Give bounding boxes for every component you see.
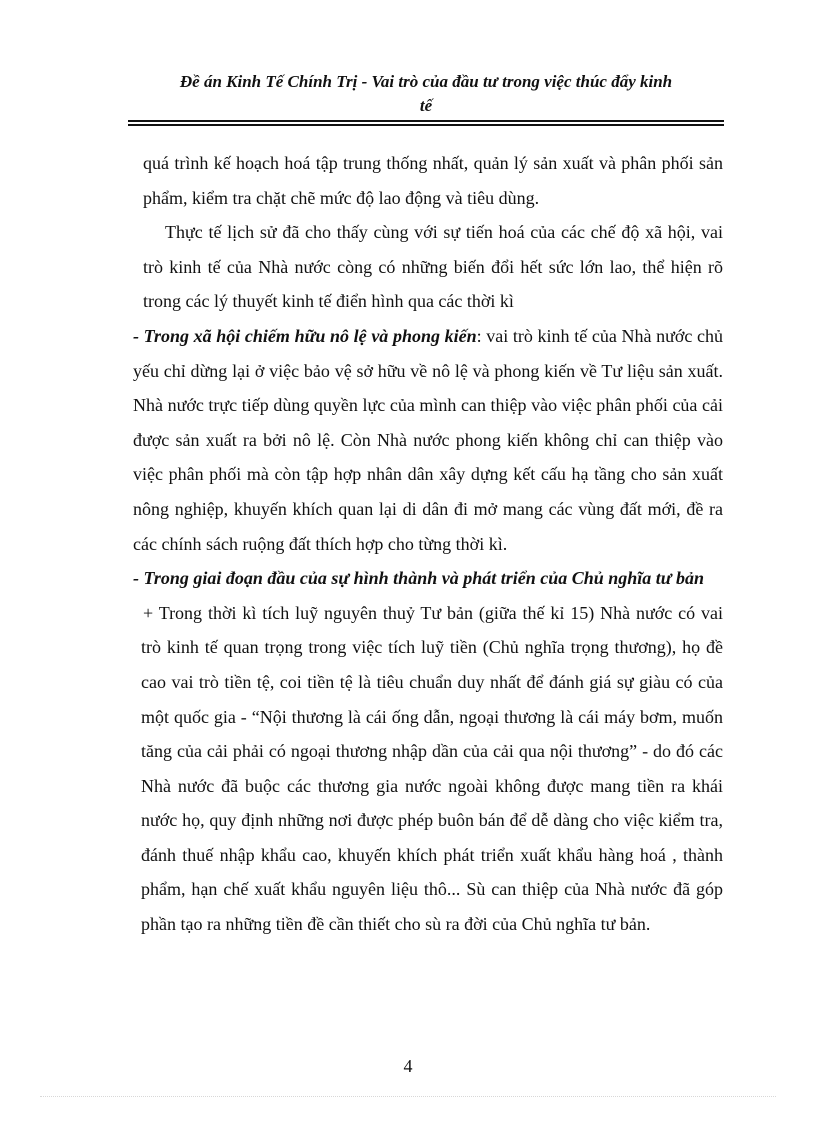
section-heading-feudal: - Trong xã hội chiếm hữu nô lệ và phong kiến (133, 325, 477, 346)
document-body (133, 146, 723, 942)
page-number: 4 (403, 1056, 413, 1076)
paragraph-2: Thực tế lịch sử đã cho thấy cùng với sự tiến hoá của các chế độ xã hội, vai trò kinh tế của Nhà nước còng có những biến đổi hết sức lớn lao, thể hiện rõ trong các lý thuyết kinh tế điển hình qua các thời kì (143, 222, 723, 312)
paragraph-3 (133, 319, 723, 561)
header-title-line1: Đề án Kinh Tế Chính Trị - Vai trò của đầu tư trong việc thúc đẩy kinh (179, 72, 673, 91)
page-header (128, 70, 724, 122)
paragraph-5: + Trong thời kì tích luỹ nguyên thuỷ Tư bản (giữa thế kỉ 15) Nhà nước có vai trò kinh tế quan trọng trong việc tích luỹ tiền (Chủ nghĩa trọng thương), họ đề cao vai trò tiền tệ, coi tiền tệ là tiêu chuẩn duy nhất để đánh giá sự giàu có của một quốc gia - “Nội thương là cái ống dẫn, ngoại thương là cái máy bơm, muốn tăng của cải phải có ngoại thương nhập dần của cải qua nội thương” - do đó các Nhà nước đã buộc các thương gia nước ngoài không được mang tiền ra khái nước họ, quy định những nơi được phép buôn bán để dễ dàng cho việc kiểm tra, đánh thuế nhập khẩu cao, khuyến khích phát triển xuất khẩu hàng hoá , thành phẩm, hạn chế xuất khẩu nguyên liệu thô... Sù can thiệp của Nhà nước đã góp phần tạo ra những tiền đề cần thiết cho sù ra đời của Chủ nghĩa tư bản. (141, 602, 723, 935)
section-heading-capitalism: - Trong giai đoạn đầu của sự hình thành và phát triển của Chủ nghĩa tư bản (133, 568, 705, 589)
header-title-line2: tế (419, 96, 433, 115)
paragraph-1: quá trình kế hoạch hoá tập trung thống nhất, quản lý sản xuất và phân phối sản phẩm, kiểm tra chặt chẽ mức độ lao động và tiêu dùng. (143, 153, 723, 208)
footer-divider (40, 1096, 776, 1097)
paragraph-3-text: : vai trò kinh tế của Nhà nước chủ yếu chỉ dừng lại ở việc bảo vệ sở hữu về nô lệ và phong kiến về Tư liệu sản xuất. Nhà nước trực tiếp dùng quyền lực của mình can thiệp vào việc phân phối của cải được sản xuất ra bởi nô lệ. Còn Nhà nước phong kiến không chỉ can thiệp vào việc phân phối mà còn tập hợp nhân dân xây dựng kết cấu hạ tầng cho sản xuất nông nghiệp, khuyến khích quan lại di dân đi mở mang các vùng đất mới, đề ra các chính sách ruộng đất thích hợp cho từng thời kì. (133, 325, 723, 554)
